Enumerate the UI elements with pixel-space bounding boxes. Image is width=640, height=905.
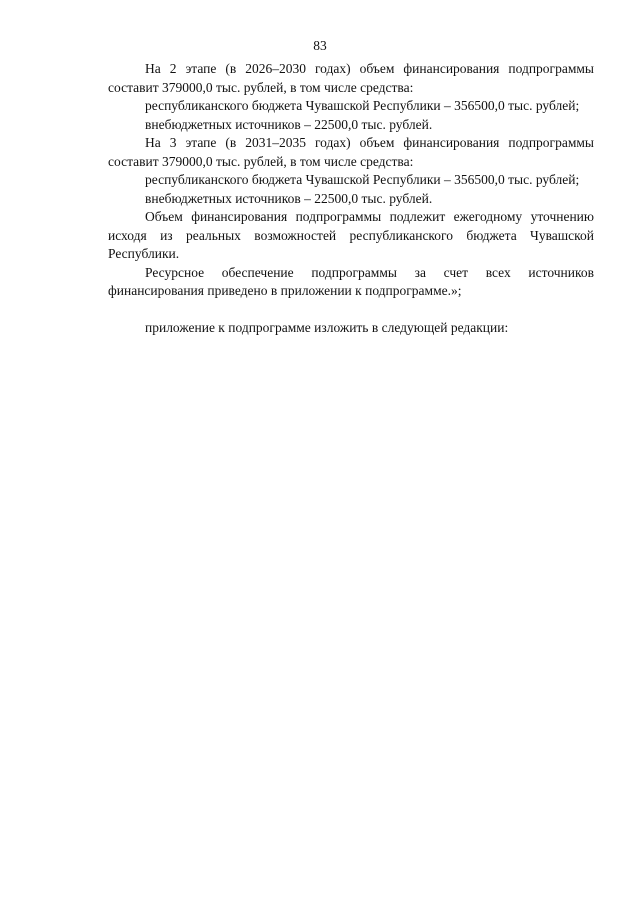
paragraph-appendix-instruction: приложение к подпрограмме изложить в следующей редакции:: [145, 320, 509, 335]
paragraph-stage-3-republican-budget: республиканского бюджета Чувашской Республики – 356500,0 тыс. рублей;: [145, 172, 580, 187]
paragraph-stage-3-extrabudgetary: внебюджетных источников – 22500,0 тыс. рублей.: [145, 190, 433, 206]
page-number: 83: [313, 38, 327, 53]
paragraph-stage-2-extrabudgetary: внебюджетных источников – 22500,0 тыс. рублей.: [145, 116, 433, 132]
paragraph-resource-provision: Ресурсное обеспечение подпрограммы за счет всех источников финансирования приведено в приложении к подпрограмме.»;: [108, 264, 594, 298]
paragraph-stage-3-funding: На 3 этапе (в 2031–2035 годах) объем финансирования подпрограммы составит 379000,0 тыс. рублей, в том числе средства:: [108, 135, 594, 169]
paragraph-stage-2-funding: На 2 этапе (в 2026–2030 годах) объем финансирования подпрограммы составит 379000,0 тыс. рублей, в том числе средства:: [108, 61, 594, 95]
paragraph-stage-2-republican-budget: республиканского бюджета Чувашской Республики – 356500,0 тыс. рублей;: [145, 98, 580, 113]
document-body: [108, 60, 594, 338]
paragraph-annual-adjustment: Объем финансирования подпрограммы подлежит ежегодному уточнению исходя из реальных возможностей республиканского бюджета Чувашской Республики.: [108, 209, 594, 261]
